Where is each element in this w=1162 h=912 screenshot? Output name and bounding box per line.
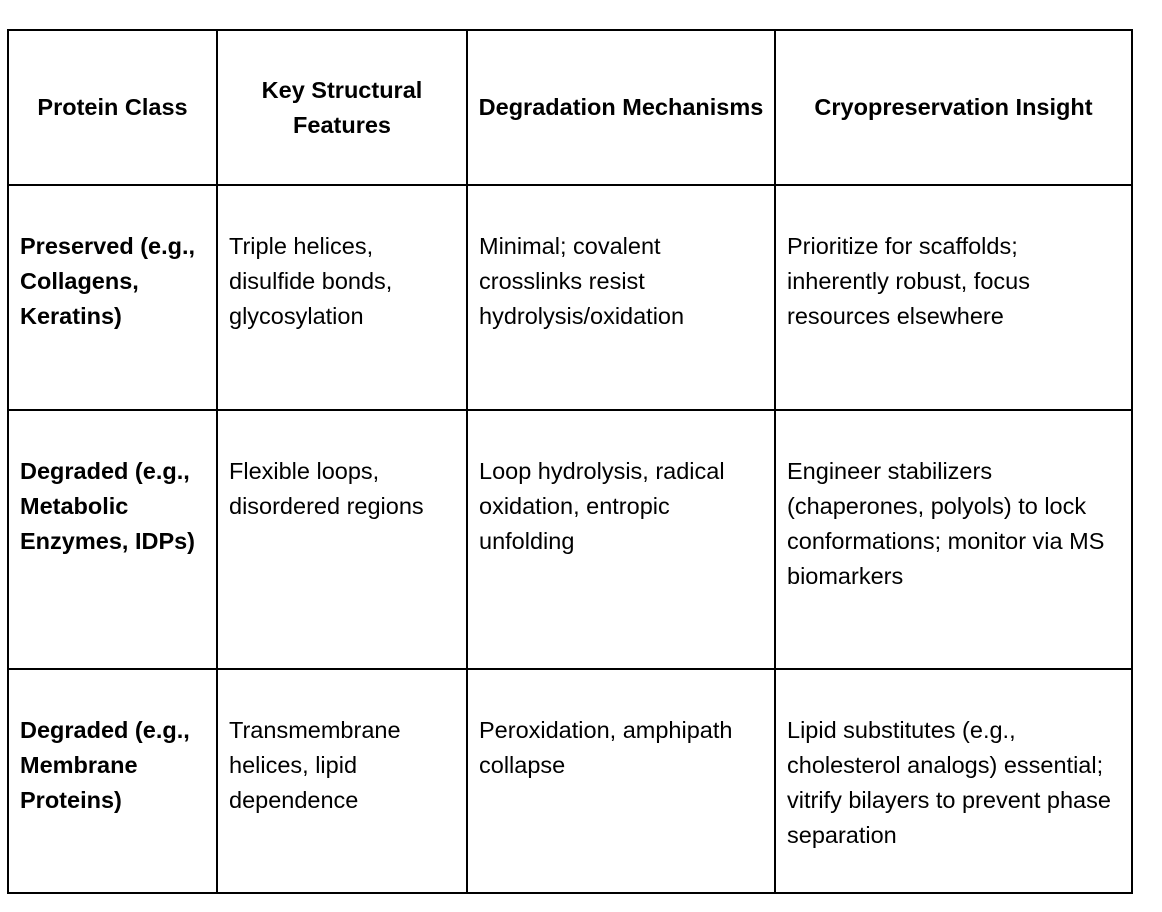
cryopreservation-insight-cell: Engineer stabilizers (chaperones, polyols) to lock conformations; monitor via MS biomarkers [775,410,1132,669]
header-cryopreservation-insight: Cryopreservation Insight [775,30,1132,185]
degradation-mechanisms-cell: Minimal; covalent crosslinks resist hydrolysis/oxidation [467,185,775,410]
degradation-mechanisms-cell: Peroxidation, amphipath collapse [467,669,775,893]
cryopreservation-insight-cell: Prioritize for scaffolds; inherently robust, focus resources elsewhere [775,185,1132,410]
protein-class-cell: Preserved (e.g., Collagens, Keratins) [8,185,217,410]
structural-features-cell: Flexible loops, disordered regions [217,410,467,669]
structural-features-cell: Triple helices, disulfide bonds, glycosylation [217,185,467,410]
header-protein-class: Protein Class [8,30,217,185]
protein-class-cell: Degraded (e.g., Metabolic Enzymes, IDPs) [8,410,217,669]
protein-class-cell: Degraded (e.g., Membrane Proteins) [8,669,217,893]
degradation-mechanisms-cell: Loop hydrolysis, radical oxidation, entropic unfolding [467,410,775,669]
table-row [8,185,1132,410]
table-header-row [8,30,1132,185]
structural-features-cell: Transmembrane helices, lipid dependence [217,669,467,893]
table-row [8,669,1132,893]
header-key-structural-features: Key Structural Features [217,30,467,185]
header-degradation-mechanisms: Degradation Mechanisms [467,30,775,185]
table-row [8,410,1132,669]
cryopreservation-insight-cell: Lipid substitutes (e.g., cholesterol analogs) essential; vitrify bilayers to prevent phase separation [775,669,1132,893]
protein-class-table [7,29,1133,894]
